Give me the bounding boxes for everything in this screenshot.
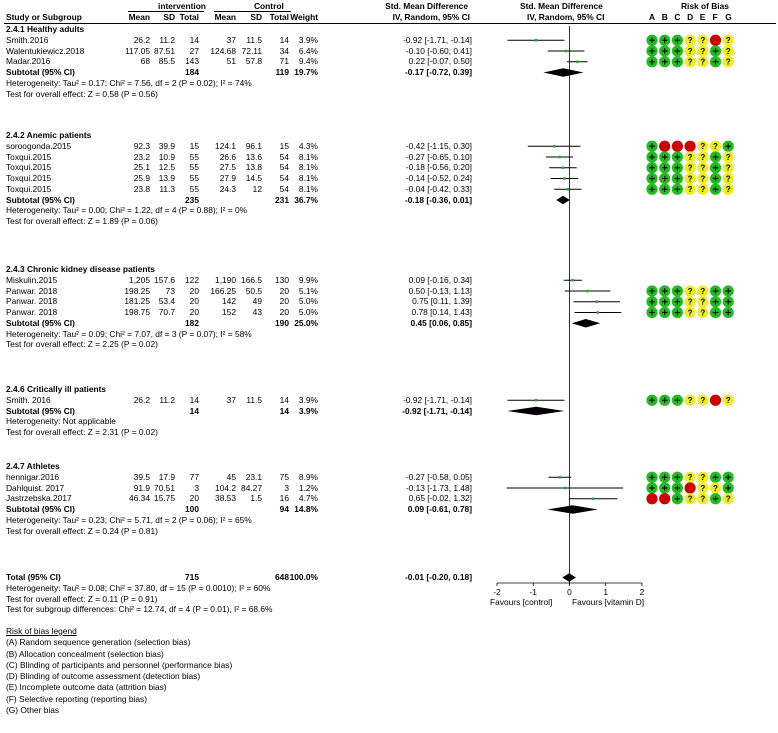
question-icon: ? — [700, 46, 706, 56]
weight-value: 8.1% — [298, 162, 318, 173]
question-icon: ? — [687, 185, 693, 195]
smd-ci-value: 0.09 [-0.16, 0.34] — [408, 274, 472, 285]
weight-value: 9.9% — [298, 274, 318, 285]
weight-value: 8.9% — [298, 471, 318, 482]
sd-control: 166.5 — [241, 274, 262, 285]
mean-control: 124.68 — [210, 45, 236, 56]
sd-control: 57.8 — [245, 56, 262, 67]
subtotal-diamond-1 — [556, 196, 569, 204]
subtotal-ci: -0.17 [-0.72, 0.39] — [404, 67, 472, 77]
total-intervention: 14 — [189, 394, 199, 405]
study-name: Panwar. 2018 — [6, 285, 58, 296]
weight-value: 3.9% — [298, 34, 318, 45]
smd-ci-value: -0.27 [-0.65, 0.10] — [405, 151, 472, 162]
rob-circle-1-0-B — [659, 141, 670, 152]
total-control: 54 — [279, 173, 289, 183]
total-header-control: Total — [269, 12, 289, 22]
sd-intervention: 13.9 — [158, 173, 175, 183]
mean-control: 45 — [226, 471, 236, 482]
smd-ci-value: -0.92 [-1.71, -0.14] — [403, 394, 472, 405]
total-control: 130 — [275, 274, 289, 285]
subtotal-total-control: 14 — [279, 405, 289, 416]
point-estimate-1-4 — [567, 188, 570, 191]
study-name: Miskulin.2015 — [6, 274, 58, 285]
study-name: soroogonda.2015 — [6, 140, 72, 151]
mean-control: 37 — [226, 394, 236, 405]
total-intervention: 55 — [189, 151, 199, 162]
sd-intervention: 12.5 — [158, 162, 175, 173]
control-header: Control — [254, 1, 284, 11]
mean-control: 26.6 — [219, 151, 236, 162]
rob-letter-F: F — [712, 12, 718, 22]
heterogeneity-text: Heterogeneity: Tau² = 0.00; Chi² = 1.22, df = 4 (P = 0.88); I² = 0% — [6, 205, 248, 216]
point-estimate-0-1 — [565, 50, 568, 53]
total-intervention: 143 — [185, 56, 199, 67]
subtotal-weight: 36.7% — [294, 194, 318, 205]
subtotal-label: Subtotal (95% CI) — [6, 194, 75, 205]
subtotal-total-intervention: 14 — [189, 405, 199, 416]
smd-header: Std. Mean Difference — [385, 1, 468, 11]
subtotal-total-intervention: 100 — [185, 504, 199, 514]
mean-control: 152 — [222, 307, 236, 317]
mean-header-control: Mean — [214, 12, 236, 22]
weight-value: 3.9% — [298, 394, 318, 405]
grand-total-ci: -0.01 [-0.20, 0.18] — [404, 572, 472, 582]
overall-effect-text: Test for overall effect: Z = 0.58 (P = 0.56) — [6, 88, 158, 99]
mean-header-intervention: Mean — [128, 12, 150, 22]
grand-total-control: 648 — [275, 572, 289, 582]
question-icon: ? — [725, 185, 731, 195]
weight-value: 4.7% — [298, 493, 318, 504]
subgroup-title: 2.4.7 Athletes — [6, 461, 60, 471]
question-icon: ? — [713, 142, 718, 152]
subtotal-weight: 3.9% — [298, 405, 318, 416]
legend-item: (B) Allocation concealment (selection bias) — [6, 648, 164, 659]
question-icon: ? — [725, 396, 731, 406]
overall-effect-text: Test for overall effect: Z = 2.31 (P = 0.02) — [6, 427, 158, 437]
subgroup-title: 2.4.1 Healthy adults — [6, 24, 85, 34]
total-control: 20 — [279, 307, 289, 317]
mean-control: 27.5 — [219, 162, 236, 173]
subtotal-label: Subtotal (95% CI) — [6, 67, 75, 77]
subtotal-total-intervention: 182 — [185, 317, 199, 328]
mean-intervention: 181.25 — [124, 296, 150, 307]
subtotal-weight: 25.0% — [294, 317, 318, 328]
total-intervention: 77 — [189, 471, 199, 482]
sd-intervention: 73 — [165, 285, 175, 296]
point-estimate-1-3 — [563, 177, 566, 180]
rob-circle-0-0-F — [710, 35, 721, 46]
rob-header: Risk of Bias — [681, 1, 729, 11]
total-intervention: 55 — [189, 162, 199, 173]
rob-letter-C: C — [674, 12, 681, 22]
subtotal-ci: -0.92 [-1.71, -0.14] — [402, 405, 472, 416]
sd-intervention: 157.6 — [154, 274, 175, 285]
total-control: 54 — [279, 162, 289, 173]
total-intervention: 15 — [189, 140, 199, 151]
total-control: 3 — [284, 482, 289, 493]
x-tick-label: -2 — [493, 587, 501, 597]
mean-intervention: 23.2 — [133, 151, 150, 162]
subtotal-total-intervention: 184 — [185, 67, 199, 77]
sd-intervention: 39.9 — [158, 140, 175, 151]
heterogeneity-text: Heterogeneity: Tau² = 0.09; Chi² = 7.07, df = 3 (P = 0.07); I² = 58% — [6, 328, 252, 339]
rob-letter-E: E — [699, 12, 706, 22]
mean-control: 166.25 — [210, 285, 236, 296]
mean-intervention: 25.1 — [133, 162, 150, 173]
legend-item: (D) Blinding of outcome assessment (detection bias) — [6, 671, 201, 682]
question-icon: ? — [700, 494, 706, 504]
sd-intervention: 87.51 — [154, 45, 175, 56]
sd-control: 11.5 — [246, 394, 262, 405]
question-icon: ? — [700, 57, 706, 67]
mean-control: 104.2 — [215, 482, 236, 493]
total-intervention: 3 — [194, 482, 199, 493]
sd-control: 49 — [252, 296, 262, 307]
question-icon: ? — [700, 308, 706, 318]
total-intervention: 14 — [189, 34, 199, 45]
point-estimate-4-1 — [563, 487, 566, 490]
question-icon: ? — [687, 57, 693, 67]
study-name: Dahlquist. 2017 — [6, 482, 65, 493]
total-intervention: 55 — [189, 173, 199, 183]
subgroup-title: 2.4.2 Anemic patients — [6, 130, 92, 140]
mean-control: 27.9 — [219, 173, 236, 183]
mean-intervention: 39.5 — [133, 471, 150, 482]
mean-control: 24.3 — [219, 183, 236, 194]
mean-control: 1,190 — [215, 274, 236, 285]
weight-value: 8.1% — [298, 183, 318, 194]
question-icon: ? — [725, 57, 731, 67]
smd-ci-value: 0.50 [-0.13, 1.13] — [408, 285, 472, 296]
study-name: Smith. 2016 — [6, 394, 51, 405]
method-plot-header: IV, Random, 95% CI — [527, 12, 605, 22]
mean-intervention: 1,205 — [129, 274, 150, 285]
smd-ci-value: 0.78 [0.14, 1.43] — [411, 307, 472, 317]
study-column-header: Study or Subgroup — [6, 12, 82, 22]
smd-ci-value: -0.13 [-1.73, 1.48] — [405, 482, 472, 493]
weight-value: 8.1% — [298, 173, 318, 183]
grand-total-weight: 100.0% — [289, 572, 318, 582]
weight-value: 8.1% — [298, 151, 318, 162]
grand-total-intervention: 715 — [185, 572, 199, 582]
subtotal-diamond-4 — [547, 505, 597, 513]
question-icon: ? — [700, 36, 706, 46]
mean-control: 51 — [226, 56, 236, 67]
weight-value: 9.4% — [298, 56, 318, 67]
intervention-header: intervention — [158, 1, 206, 11]
question-icon: ? — [700, 483, 706, 493]
point-estimate-0-0 — [535, 39, 538, 42]
smd-ci-value: -0.18 [-0.56, 0.20] — [405, 162, 472, 173]
total-intervention: 122 — [185, 274, 199, 285]
x-tick-label: 2 — [639, 587, 645, 597]
heterogeneity-text: Heterogeneity: Tau² = 0.17; Chi² = 7.56, df = 2 (P = 0.02); I² = 74% — [6, 77, 252, 88]
sd-control: 43 — [252, 307, 262, 317]
question-icon: ? — [725, 152, 731, 162]
question-icon: ? — [725, 494, 731, 504]
question-icon: ? — [687, 297, 693, 307]
sd-control: 13.8 — [245, 162, 262, 173]
question-icon: ? — [725, 36, 731, 46]
total-control: 20 — [279, 296, 289, 307]
question-icon: ? — [700, 473, 706, 483]
weight-header: Weight — [290, 12, 318, 22]
mean-intervention: 92.3 — [133, 140, 150, 151]
point-estimate-4-0 — [558, 476, 561, 479]
rob-circle-1-0-C — [672, 141, 683, 152]
mean-intervention: 198.25 — [124, 285, 150, 296]
study-name: Toxqui.2015 — [6, 183, 52, 194]
subtotal-total-control: 94 — [279, 504, 289, 514]
question-icon: ? — [687, 494, 693, 504]
point-estimate-4-2 — [592, 497, 595, 500]
point-estimate-2-1 — [586, 290, 589, 293]
sd-control: 14.5 — [245, 173, 262, 183]
legend-item: (A) Random sequence generation (selection bias) — [6, 637, 191, 648]
subtotal-diamond-0 — [543, 68, 583, 76]
question-icon: ? — [687, 174, 693, 184]
total-intervention: 20 — [189, 307, 199, 317]
sd-header-control: SD — [250, 12, 262, 22]
total-control: 14 — [279, 34, 289, 45]
question-icon: ? — [687, 163, 693, 173]
question-icon: ? — [713, 483, 718, 493]
total-intervention: 20 — [189, 285, 199, 296]
total-control: 71 — [279, 56, 289, 67]
total-summary-line: Test for overall effect: Z = 0.11 (P = 0.91) — [6, 593, 158, 604]
weight-value: 4.3% — [298, 140, 318, 151]
point-estimate-2-2 — [595, 300, 598, 303]
subtotal-label: Subtotal (95% CI) — [6, 504, 75, 514]
rob-letter-D: D — [687, 12, 694, 22]
total-summary-line: Test for subgroup differences: Chi² = 12.74, df = 4 (P = 0.01), I² = 68.6% — [6, 604, 273, 615]
question-icon: ? — [700, 396, 706, 406]
sd-control: 72.11 — [241, 45, 262, 56]
mean-intervention: 26.2 — [133, 394, 150, 405]
sd-control: 84.27 — [241, 482, 262, 493]
study-name: Toxqui.2015 — [6, 173, 52, 183]
sd-intervention: 70.51 — [154, 482, 175, 493]
mean-control: 142 — [222, 296, 236, 307]
subgroup-title: 2.4.6 Critically ill patients — [6, 384, 107, 394]
sd-intervention: 10.9 — [158, 151, 175, 162]
favours-control-label: Favours [control] — [490, 597, 553, 607]
mean-intervention: 198.75 — [124, 307, 150, 317]
sd-intervention: 11.3 — [159, 183, 175, 194]
overall-effect-text: Test for overall effect: Z = 1.89 (P = 0.06) — [6, 216, 158, 226]
sd-control: 1.5 — [250, 493, 262, 504]
smd-ci-value: 0.75 [0.11, 1.39] — [412, 296, 472, 307]
point-estimate-2-0 — [571, 279, 574, 282]
study-name: Smith.2016 — [6, 34, 49, 45]
legend-item: (F) Selective reporting (reporting bias) — [6, 693, 148, 704]
question-icon: ? — [700, 152, 706, 162]
subtotal-ci: -0.18 [-0.36, 0.01] — [404, 194, 472, 205]
rob-circle-3-0-F — [710, 395, 721, 406]
smd-ci-value: 0.65 [-0.02, 1.32] — [408, 493, 472, 504]
rob-letter-B: B — [661, 12, 668, 22]
weight-value: 5.0% — [298, 307, 318, 317]
total-label: Total (95% CI) — [6, 572, 61, 582]
smd-ci-value: -0.14 [-0.52, 0.24] — [405, 173, 472, 183]
legend-item: (G) Other bias — [6, 705, 60, 715]
total-intervention: 20 — [189, 493, 199, 504]
subtotal-weight: 14.8% — [294, 504, 318, 514]
sd-control: 50.5 — [245, 285, 262, 296]
question-icon: ? — [725, 163, 731, 173]
total-control: 15 — [279, 140, 289, 151]
rob-circle-4-1-D — [685, 482, 696, 493]
question-icon: ? — [687, 308, 693, 318]
sd-intervention: 11.2 — [159, 394, 175, 405]
total-control: 20 — [279, 285, 289, 296]
total-intervention: 20 — [189, 296, 199, 307]
total-control: 16 — [279, 493, 289, 504]
overall-effect-text: Test for overall effect: Z = 2.25 (P = 0.02) — [6, 339, 158, 350]
question-icon: ? — [687, 46, 693, 56]
subtotal-diamond-2 — [572, 319, 601, 327]
study-name: hennigar.2016 — [6, 471, 60, 482]
study-name: Toxqui.2015 — [6, 162, 52, 173]
weight-value: 5.1% — [298, 285, 318, 296]
smd-ci-value: 0.22 [-0.07, 0.50] — [408, 56, 472, 67]
smd-ci-value: -0.10 [-0.60, 0.41] — [405, 45, 472, 56]
x-tick-label: 0 — [567, 587, 572, 597]
subtotal-label: Subtotal (95% CI) — [6, 317, 75, 328]
sd-control: 12 — [252, 183, 262, 194]
mean-intervention: 23.8 — [133, 183, 150, 194]
subtotal-total-intervention: 235 — [185, 194, 199, 205]
smd-ci-value: -0.92 [-1.71, -0.14] — [403, 34, 472, 45]
total-intervention: 55 — [189, 183, 199, 194]
x-tick-label: -1 — [529, 587, 537, 597]
heterogeneity-text: Heterogeneity: Not applicable — [6, 416, 116, 427]
sd-control: 13.6 — [245, 151, 262, 162]
total-control: 54 — [279, 151, 289, 162]
question-icon: ? — [700, 185, 706, 195]
study-name: Jastrzebska.2017 — [6, 493, 72, 504]
legend-item: (E) Incomplete outcome data (attrition bias) — [6, 682, 167, 693]
sd-header-intervention: SD — [163, 12, 175, 22]
total-control: 75 — [279, 471, 289, 482]
sd-intervention: 11.2 — [159, 34, 175, 45]
smd-ci-value: -0.42 [-1.15, 0.30] — [405, 140, 472, 151]
sd-intervention: 15.75 — [154, 493, 175, 504]
legend-item: (C) Blinding of participants and personnel (performance bias) — [6, 659, 233, 670]
point-estimate-1-0 — [553, 145, 556, 148]
subtotal-diamond-3 — [508, 407, 565, 415]
overall-effect-text: Test for overall effect: Z = 0.24 (P = 0.81) — [6, 525, 158, 536]
mean-intervention: 68 — [140, 56, 150, 67]
study-name: Walentukiewicz.2018 — [6, 45, 85, 56]
mean-control: 38.53 — [215, 493, 236, 504]
total-control: 34 — [279, 45, 289, 56]
weight-value: 6.4% — [298, 45, 318, 56]
total-summary-line: Heterogeneity: Tau² = 0.08; Chi² = 37.80, df = 15 (P = 0.0010); I² = 60% — [6, 582, 271, 593]
question-icon: ? — [687, 473, 693, 483]
rob-circle-4-2-A — [646, 493, 657, 504]
subtotal-ci: 0.09 [-0.61, 0.78] — [407, 504, 472, 514]
rob-circle-1-0-D — [685, 141, 696, 152]
mean-control: 37 — [226, 34, 236, 45]
subtotal-total-control: 119 — [275, 67, 289, 77]
total-intervention: 27 — [189, 45, 199, 56]
mean-intervention: 91.9 — [133, 482, 150, 493]
question-icon: ? — [700, 286, 706, 296]
mean-intervention: 25.9 — [133, 173, 150, 183]
question-icon: ? — [700, 174, 706, 184]
favours-vitamin-d-label: Favours [vitamin D] — [572, 597, 645, 607]
total-control: 54 — [279, 183, 289, 194]
question-icon: ? — [725, 46, 731, 56]
subtotal-label: Subtotal (95% CI) — [6, 405, 75, 416]
mean-intervention: 46.34 — [129, 493, 150, 504]
rob-letter-A: A — [649, 12, 656, 22]
study-name: Panwar. 2018 — [6, 296, 58, 307]
study-name: Madar.2016 — [6, 56, 51, 67]
point-estimate-2-3 — [596, 311, 599, 314]
sd-intervention: 53.4 — [158, 296, 175, 307]
sd-intervention: 85.5 — [158, 56, 175, 67]
question-icon: ? — [687, 286, 693, 296]
question-icon: ? — [700, 142, 706, 152]
weight-value: 1.2% — [298, 482, 318, 493]
subgroup-title: 2.4.3 Chronic kidney disease patients — [6, 264, 155, 274]
heterogeneity-text: Heterogeneity: Tau² = 0.23; Chi² = 5.71, df = 2 (P = 0.06); I² = 65% — [6, 514, 252, 525]
sd-control: 23.1 — [245, 471, 262, 482]
subtotal-total-control: 231 — [275, 194, 289, 205]
sd-control: 11.5 — [246, 34, 262, 45]
mean-control: 124.1 — [215, 140, 236, 151]
question-icon: ? — [687, 152, 693, 162]
mean-intervention: 26.2 — [133, 34, 150, 45]
sd-intervention: 17.9 — [158, 471, 175, 482]
total-header-intervention: Total — [179, 12, 199, 22]
subtotal-ci: 0.45 [0.06, 0.85] — [410, 317, 472, 328]
rob-letter-G: G — [725, 12, 732, 22]
sd-intervention: 70.7 — [158, 307, 175, 317]
point-estimate-3-0 — [535, 399, 538, 402]
total-control: 14 — [279, 394, 289, 405]
rob-circle-4-2-B — [659, 493, 670, 504]
point-estimate-0-2 — [576, 60, 579, 63]
question-icon: ? — [725, 174, 731, 184]
smd-ci-value: -0.04 [-0.42, 0.33] — [405, 183, 472, 194]
mean-intervention: 117.05 — [125, 45, 150, 56]
question-icon: ? — [687, 36, 693, 46]
question-icon: ? — [687, 396, 693, 406]
method-header: IV, Random, 95% CI — [392, 12, 470, 22]
weight-value: 5.0% — [298, 296, 318, 307]
x-tick-label: 1 — [603, 587, 609, 597]
question-icon: ? — [700, 163, 706, 173]
smd-ci-value: -0.27 [-0.58, 0.05] — [405, 471, 472, 482]
subtotal-weight: 19.7% — [294, 67, 318, 77]
study-name: Toxqui.2015 — [6, 151, 52, 162]
sd-control: 96.1 — [245, 140, 262, 151]
question-icon: ? — [700, 297, 706, 307]
point-estimate-1-2 — [562, 166, 565, 169]
subtotal-total-control: 190 — [275, 317, 289, 328]
study-name: Panwar. 2018 — [6, 307, 58, 317]
point-estimate-1-1 — [558, 156, 561, 159]
smd-plot-header: Std. Mean Difference — [520, 1, 603, 11]
risk-of-bias-legend-title: Risk of bias legend — [6, 626, 77, 636]
